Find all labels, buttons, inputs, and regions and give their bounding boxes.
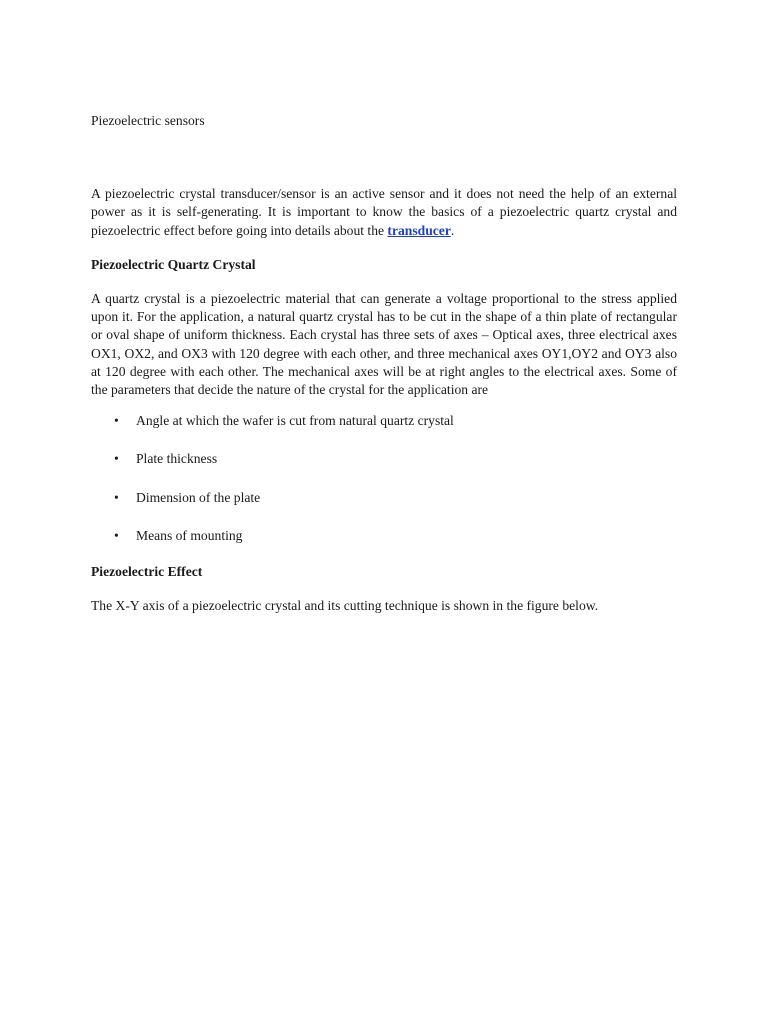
list-item-text: Means of mounting [136, 527, 243, 543]
list-item [91, 450, 677, 468]
bullet-icon: • [114, 413, 119, 429]
bullet-icon: • [114, 527, 119, 543]
parameter-list [91, 412, 677, 545]
list-item-text: Dimension of the plate [136, 489, 261, 505]
list-item [91, 412, 677, 430]
intro-paragraph [91, 185, 677, 240]
list-item-text: Angle at which the wafer is cut from natural quartz crystal [136, 413, 454, 429]
document-page [91, 112, 677, 615]
quartz-crystal-paragraph: A quartz crystal is a piezoelectric material that can generate a voltage proportional to the stress applied upon it. For the application, a natural quartz crystal has to be cut in the shape of a thin plate of rectangular or oval shape of uniform thickness. Each crystal has three sets of axes – Optical axes, three electrical axes OX1, OX2, and OX3 with 120 degree with each other, and three mechanical axes OY1,OY2 and OY3 also at 120 degree with each other. The mechanical axes will be at right angles to the electrical axes. Some of the parameters that decide the nature of the crystal for the application are [91, 291, 677, 398]
section-heading-quartz-crystal: Piezoelectric Quartz Crystal [91, 256, 256, 272]
transducer-link[interactable]: transducer [387, 222, 451, 238]
intro-text-end: . [450, 222, 455, 238]
intro-text: A piezoelectric crystal transducer/sensor is an active sensor and it does not need the help of an external power as it is self-generating. It is important to know the basics of a piezoelectric quartz crystal and piezoelectric effect before going into details about the [91, 186, 677, 238]
document-title: Piezoelectric sensors [91, 113, 205, 128]
list-item-text: Plate thickness [136, 451, 218, 467]
bullet-icon: • [114, 451, 119, 467]
section-heading-piezoelectric-effect: Piezoelectric Effect [91, 564, 203, 580]
list-item [91, 527, 677, 545]
list-item [91, 489, 677, 507]
bullet-icon: • [114, 489, 119, 505]
piezoelectric-effect-paragraph: The X-Y axis of a piezoelectric crystal and its cutting technique is shown in the figure below. [91, 598, 599, 614]
